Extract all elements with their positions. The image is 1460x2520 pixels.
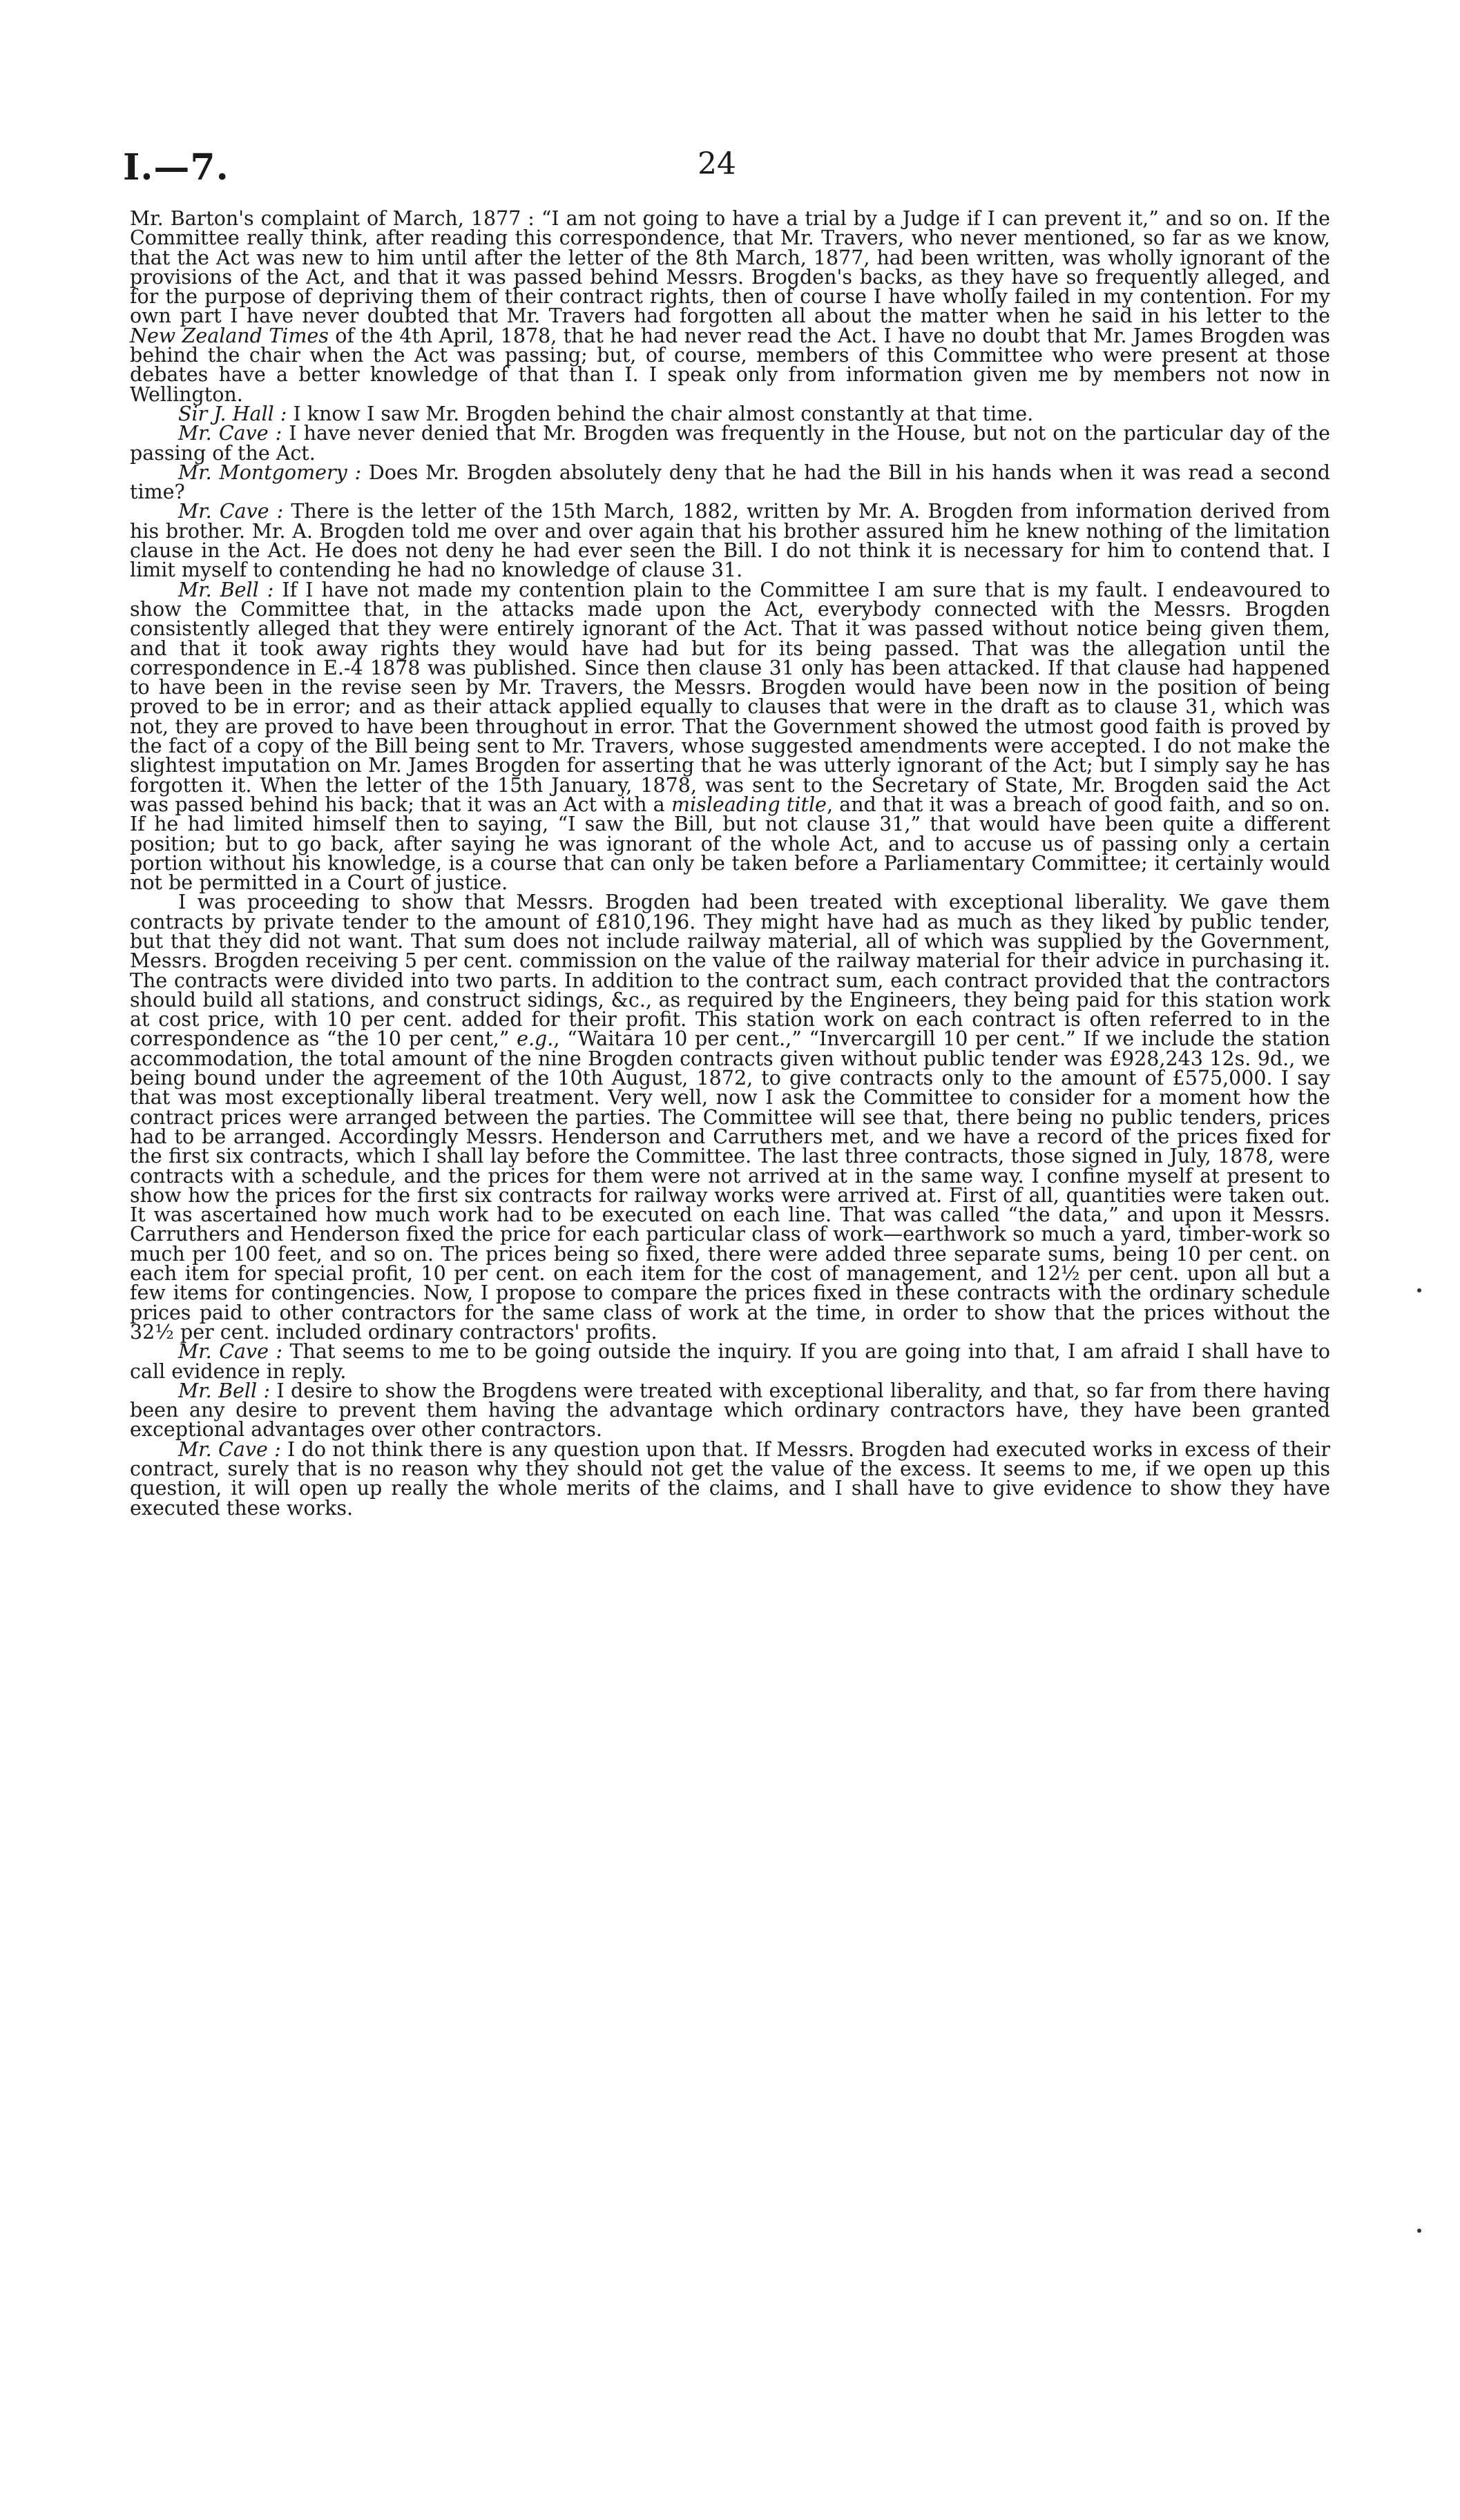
speaker-label: Mr. Cave : bbox=[178, 1340, 283, 1364]
emphasis: misleading title bbox=[671, 793, 827, 816]
text-run: I was proceeding to show that Messrs. Brogden had been treated with exceptional liberality. We gave them contracts by private tender to the amount of £810,196. They might have had as much as they liked by public tender, but that they did not want. That sum does not include railway material, all of which was supplied by the Government, Messrs. Brogden receiving 5 per cent. commission on the value of the railway material for their advice in purchasing it. The contracts were divided into two parts. In addition to the contract sum, each contract provided that the contractors should build all stations, and construct sidings, &c., as required by the Engineers, they being paid for this station work at cost price, with 10 per cent. added for their profit. This station work on each contract is often referred to in the correspondence as “the 10 per cent,” bbox=[130, 891, 1330, 1051]
speaker-label: Mr. Bell : bbox=[178, 578, 274, 601]
text-run: I have never denied that Mr. Brogden was frequently in the House, but not on the particular day of the passing of the Act. bbox=[130, 422, 1330, 465]
paragraph bbox=[130, 893, 1330, 1342]
paragraph bbox=[130, 1379, 1330, 1442]
speaker-label: Mr. Cave : bbox=[178, 1437, 281, 1461]
text-run: If I have not made my contention plain to the Committee I am sure that is my fault. I endeavoured to show the Committee that, in the attacks made upon the Act, everybody connected with the Messrs. Brogden consistently alleged that they were entirely ignorant of the Act. That it was passed without notice being given them, and that it took away rights they would have had but for its being passed. That was the allegation until the correspondence in E.-4 1878 was published. Since then clause 31 only has been attacked. If that clause had happened to have been in the revise seen by Mr. Travers, the Messrs. Brogden would have been now in the position of being proved to be in error; and as their attack applied equally to clauses that were in the draft as to clause 31, which was not, they are proved to have been throughout in error. That the Government showed the utmost good faith is proved by the fact of a copy of the Bill being sent to Mr. Travers, whose suggested amendments were accepted. I do not make the slightest imputation on Mr. James Brogden for asserting that he was utterly ignorant of the Act; but I simply say he has forgotten it. When the letter of the 15th January, 1878, was sent to the Secretary of State, Mr. Brogden said the Act was passed behind his back; that it was an Act with a bbox=[130, 578, 1330, 816]
text-run: There is the letter of the 15th March, 1882, written by Mr. A. Brogden from information derived from his brother. Mr. A. Brogden told me over and over again that his brother assured him he knew nothing of the limitation clause in the Act. He does not deny he had ever seen the Bill. I do not think it is necessary for him to contend that. I limit myself to contending he had no knowledge of clause 31. bbox=[130, 500, 1330, 582]
text-run: That seems to me to be going outside the inquiry. If you are going into that, I am afraid I shall have to call evidence in reply. bbox=[130, 1340, 1330, 1383]
speaker-label: Mr. Cave : bbox=[178, 500, 284, 523]
paragraph bbox=[130, 402, 1330, 425]
text-run: of the 4th April, 1878, that he had never read the Act. I have no doubt that Mr. James Brogden was behind the chair when the Act was passing; but, of course, members of this Committee who were present at those debates have a better knowledge of that than I. I speak only from information given me by members not now in Wellington. bbox=[130, 324, 1331, 406]
text-run: I desire to show the Brogdens were treated with exceptional liberality, and that, so far from there having been any desire to prevent them having the advantage which ordinary contractors have, they have been granted exceptional advantages over other contractors. bbox=[130, 1379, 1330, 1442]
document-reference: I.—7. bbox=[123, 146, 229, 188]
text-run: I do not think there is any question upon that. If Messrs. Brogden had executed works in excess of their contract, surely that is no reason why they should not get the value of the excess. It seems to me, if we open up this question, it will open up really the whole merits of the claims, and I shall have to give evidence to show they have executed these works. bbox=[130, 1437, 1330, 1520]
speaker-label: Mr. Montgomery : bbox=[178, 461, 362, 484]
margin-speck bbox=[1417, 2229, 1421, 2233]
body-text bbox=[130, 209, 1330, 1518]
paragraph bbox=[130, 502, 1330, 580]
paragraph bbox=[130, 1342, 1330, 1382]
paragraph bbox=[130, 209, 1330, 405]
emphasis: e.g. bbox=[517, 1027, 554, 1051]
page-number: 24 bbox=[698, 146, 736, 182]
text-run: I know I saw Mr. Brogden behind the chair almost constantly at that time. bbox=[287, 402, 1034, 425]
text-run: , “Waitara 10 per cent.,” “Invercargill 10 per cent.” If we include the station accommodation, the total amount of the nine Brogden contracts given without public tender was £928,243 12s. 9d., we being bound under the agreement of the 10th August, 1872, to give contracts only to the amount of £575,000. I say that was most exceptionally liberal treatment. Very well, now I ask the Committee to consider for a moment how the contract prices were arranged between the parties. The Committee will see that, there being no public tenders, prices had to be arranged. Accordingly Messrs. Henderson and Carruthers met, and we have a record of the prices fixed for the first six contracts, which I shall lay before the Committee. The last three contracts, those signed in July, 1878, were contracts with a schedule, and the prices for them were not arrived at in the same way. I confine myself at present to show how the prices for the first six contracts for railway works were arrived at. First of all, quantities were taken out. It was ascertained how much work had to be executed on each line. That was called “the data,” and upon it Messrs. Carruthers and Henderson fixed the price for each particular class of work—earthwork so much a yard, timber-work so much per 100 feet, and so on. The prices being so fixed, there were added three separate sums, being 10 per cent. on each item for special profit, 10 per cent. on each item for the cost of management, and 12½ per cent. upon all but a few items for contingencies. Now, I propose to compare the prices fixed in these contracts with the ordinary schedule prices paid to other contractors for the same class of work at the time, in order to show that the prices without the 32½ per cent. included ordinary contractors' profits. bbox=[130, 1027, 1330, 1344]
speaker-label: Mr. Cave : bbox=[178, 422, 282, 445]
speaker-label: Sir J. Hall : bbox=[178, 402, 287, 425]
newspaper-title: New Zealand Times bbox=[130, 324, 329, 347]
paragraph bbox=[130, 424, 1330, 463]
paragraph bbox=[130, 578, 1330, 895]
speaker-label: Mr. Bell : bbox=[178, 1379, 271, 1402]
text-run: Mr. Barton's complaint of March, 1877 : “I am not going to have a trial by a Judge if I can prevent it,” and so on. If the Committee really think, after reading this correspondence, that Mr. Travers, who never mentioned, so far as we know, that the Act was new to him until after the letter of the 8th March, 1877, had been written, was wholly ignorant of the provisions of the Act, and that it was passed behind Messrs. Brogden's backs, as they have so frequently alleged, and for the purpose of depriving them of their contract rights, then of course I have wholly failed in my contention. For my own part I have never doubted that Mr. Travers had forgotten all about the matter when he said in his letter to the bbox=[130, 207, 1330, 328]
paragraph bbox=[130, 1437, 1330, 1520]
paragraph bbox=[130, 463, 1330, 503]
margin-speck bbox=[1417, 1288, 1421, 1292]
text-run: Does Mr. Brogden absolutely deny that he had the Bill in his hands when it was read a second time? bbox=[130, 461, 1330, 504]
text-run: , and that it was a breach of good faith, and so on. If he had limited himself then to saying, “I saw the Bill, but not clause 31,” that would have been quite a different position; but to go back, after saying he was ignorant of the whole Act, and to accuse us of passing only a certain portion without his knowledge, is a course that can only be taken before a Parliamentary Committee; it certainly would not be permitted in a Court of justice. bbox=[130, 793, 1330, 895]
